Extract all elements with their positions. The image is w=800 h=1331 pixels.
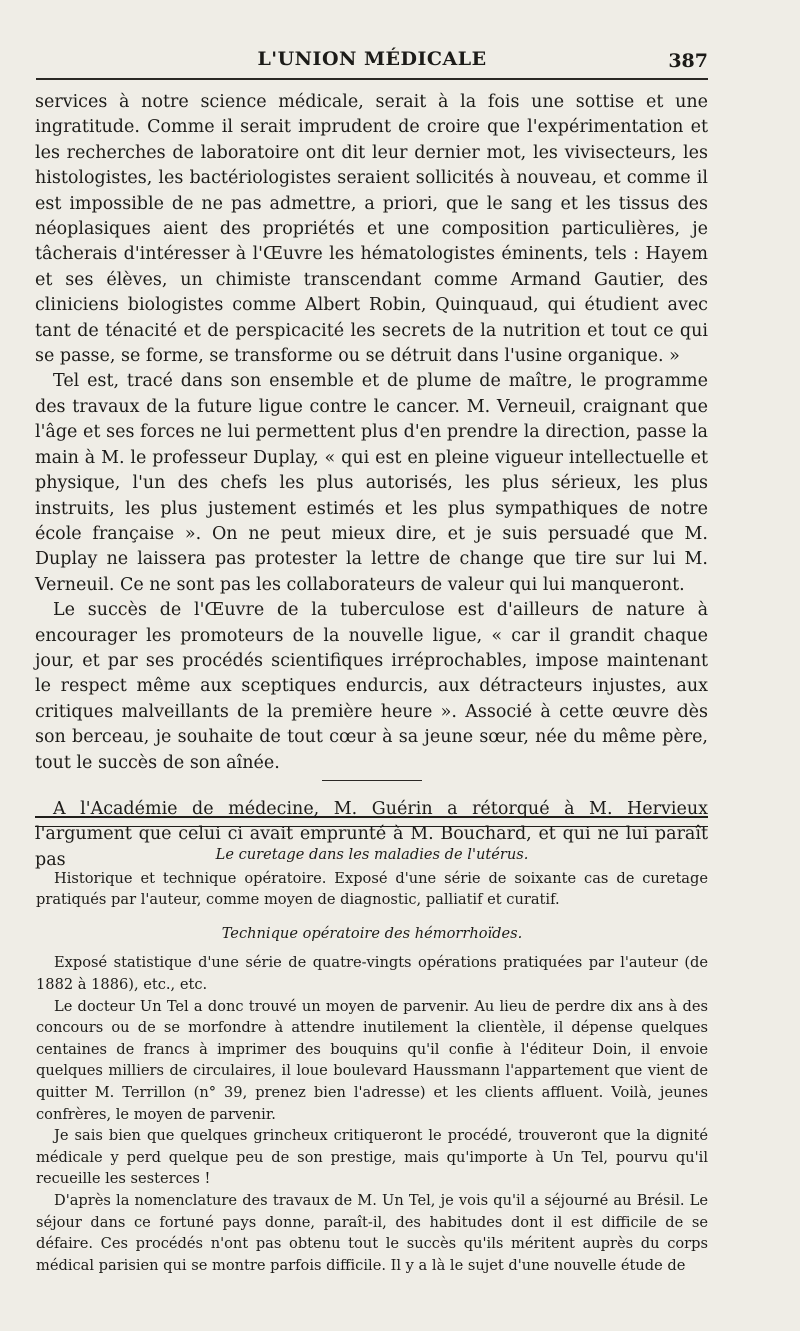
page-number: 387 bbox=[668, 50, 708, 72]
paragraph: A l'Académie de médecine, M. Guérin a rétorqué à M. Hervieux l'argument que celui ci avait emprunté à M. Bouchard, et qui ne lui paraît pas bbox=[35, 798, 708, 870]
footnote-title: Le curetage dans les maladies de l'utérus. bbox=[215, 846, 529, 863]
paragraph: Tel est, tracé dans son ensemble et de plume de maître, le programme des travaux de la future ligue contre le cancer. M. Verneuil, craignant que l'âge et ses forces ne lui permettent plus d'en prendre la direction, passe la main à M. le professeur Duplay, « qui est en pleine vigueur intellectuelle et physique, l'un des chefs les plus autorisés, les plus sérieux, les plus instruits, les plus justement estimés et les plus sympathiques de notre école française ». On ne peut mieux dire, et je suis persuadé que M. Duplay ne laissera pas protester la lettre de change que tire sur lui M. Verneuil. Ce ne sont pas les collaborateurs de valeur qui lui manqueront. bbox=[35, 371, 708, 595]
journal-title: L'UNION MÉDICALE bbox=[257, 48, 487, 70]
footnote-title: Technique opératoire des hémorrhoïdes. bbox=[221, 924, 523, 942]
footnote-block bbox=[36, 840, 708, 1276]
paragraph: Le succès de l'Œuvre de la tuberculose est d'ailleurs de nature à encourager les promoteurs de la nouvelle ligue, « car il grandit chaque jour, et par ses procédés scientifiques irréprochables, impose maintenant le respect même aux sceptiques endurcis, aux détracteurs injustes, aux critiques malveillants de la première heure ». Associé à cette œuvre dès son berceau, je souhaite de tout cœur à sa jeune sœur, née du même père, tout le succès de son aînée. bbox=[35, 600, 708, 773]
paragraph: services à notre science médicale, serait à la fois une sottise et une ingratitude. Comme il serait imprudent de croire que l'expérimentation et les recherches de laboratoire ont dit leur dernier mot, les vivisecteurs, les histologistes, les bactériologistes seraient sollicités à nouveau, et comme il est impossible de ne pas admettre, a priori, que le sang et les tissus des néoplasiques aient des propriétés et une composition particulières, je tâcherais d'intéresser à l'Œuvre les hématologistes éminents, tels : Hayem et ses élèves, un chimiste transcendant comme Armand Gautier, des cliniciens biologistes comme Albert Robin, Quinquaud, qui étudient avec tant de ténacité et de perspicacité les secrets de la nutrition et tout ce qui se passe, se forme, se transforme ou se détruit dans l'usine organique. » bbox=[35, 92, 708, 367]
footnote-separator bbox=[35, 816, 708, 827]
article-body bbox=[35, 90, 708, 873]
header-rule bbox=[36, 78, 708, 80]
footnote-paragraph: D'après la nomenclature des travaux de M. Un Tel, je vois qu'il a séjourné au Brésil. Le séjour dans ce fortuné pays donne, paraît-il, des habitudes dont il est difficile de se défaire. Ces procédés n'ont pas obtenu tout le succès qu'ils méritent auprès du corps médical parisien qui se montre parfois difficile. Il y a là le sujet d'une nouvelle étude de bbox=[36, 1191, 708, 1274]
section-separator bbox=[322, 780, 422, 781]
footnote-paragraph: Historique et technique opératoire. Exposé d'une série de soixante cas de curetage pratiqués par l'auteur, comme moyen de diagnostic, palliatif et curatif. bbox=[36, 869, 708, 909]
footnote-paragraph: Exposé statistique d'une série de quatre-vingts opérations pratiquées par l'auteur (de 1882 à 1886), etc., etc. bbox=[36, 954, 708, 993]
page-header bbox=[36, 42, 708, 76]
footnote-paragraph: Je sais bien que quelques grincheux critiqueront le procédé, trouveront que la dignité médicale y perd quelque peu de son prestige, mais qu'importe à Un Tel, pourvu qu'il recueille les sesterces ! bbox=[36, 1127, 708, 1188]
footnote-paragraph: Le docteur Un Tel a donc trouvé un moyen de parvenir. Au lieu de perdre dix ans à des concours ou de se morfondre à attendre inutilement la clientèle, il dépense quelques centaines de francs à imprimer des bouquins qu'il confie à l'éditeur Doin, il envoie quelques milliers de circulaires, il loue boulevard Haussmann l'appartement que vient de quitter M. Terrillon (n° 39, prenez bien l'adresse) et les clients affluent. Voilà, jeunes confrères, le moyen de parvenir. bbox=[36, 997, 708, 1123]
